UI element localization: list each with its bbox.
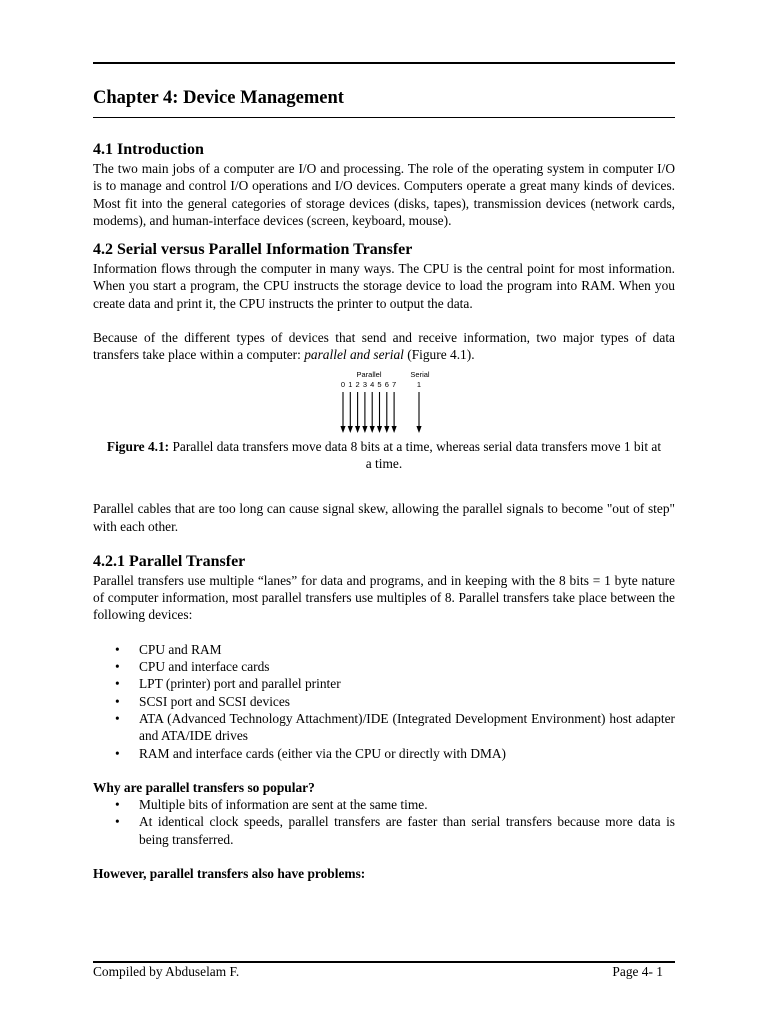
bit-arrow <box>416 392 421 433</box>
section-4-2-para-3: Parallel cables that are too long can cause signal skew, allowing the parallel signals to become "out of step" with each other. <box>93 501 675 534</box>
figure-caption-text: Parallel data transfers move data 8 bits at a time, whereas serial data transfers move 1 bit at a time. <box>169 438 662 471</box>
section-4-2-para-2 <box>93 329 675 364</box>
bit-arrow <box>377 392 382 433</box>
device-list-item-text: RAM and interface cards (either via the CPU or directly with DMA) <box>139 745 507 761</box>
device-list-item <box>93 658 675 675</box>
bit-label: 0 <box>340 379 346 389</box>
why-list-item <box>93 813 675 848</box>
bullet-icon: • <box>115 659 120 675</box>
why-popular-list <box>93 796 675 848</box>
bit-label: 6 <box>384 379 389 389</box>
para-2-emphasis: parallel and serial <box>304 347 404 363</box>
bit-label: 7 <box>392 379 397 389</box>
device-list-item-text: CPU and interface cards <box>139 659 270 675</box>
bit-label: 4 <box>370 379 375 389</box>
device-list-item <box>93 693 675 710</box>
bit-arrow <box>392 392 397 433</box>
device-list-item <box>93 745 675 762</box>
bit-label: 3 <box>362 379 367 389</box>
bullet-icon: • <box>115 693 120 709</box>
why-list-item-text: Multiple bits of information are sent at the same time. <box>139 797 428 813</box>
parallel-device-list <box>93 641 675 762</box>
why-popular-question: Why are parallel transfers so popular? <box>93 779 315 795</box>
document-page <box>93 0 675 1024</box>
parallel-serial-diagram <box>93 364 675 434</box>
footer-author: Compiled by Abduselam F. <box>93 964 240 979</box>
bullet-icon: • <box>115 676 120 692</box>
section-4-1-heading: 4.1 Introduction <box>93 141 204 158</box>
header-rule <box>93 62 675 64</box>
bullet-icon: • <box>115 797 120 813</box>
footer-page-number: Page 4- 1 <box>612 964 663 979</box>
section-4-2-para-1: Information flows through the computer in many ways. The CPU is the central point for most information. When you start a program, the CPU instructs the storage device to load the program into RAM. When you create data and print it, the CPU instructs the printer to output the data. <box>93 261 675 311</box>
device-list-item <box>93 641 675 658</box>
figure-4-1 <box>93 364 675 434</box>
parallel-label: Parallel <box>356 369 382 379</box>
bit-arrow <box>340 392 345 433</box>
problems-heading: However, parallel transfers also have problems: <box>93 866 366 882</box>
bit-label: 5 <box>377 379 382 389</box>
bit-arrows <box>340 392 421 433</box>
page-content <box>93 140 675 882</box>
bit-arrow <box>362 392 367 433</box>
bit-arrow <box>370 392 375 433</box>
bit-arrow <box>384 392 389 433</box>
title-rule <box>93 117 675 118</box>
para-2-tail: (Figure 4.1). <box>403 347 475 363</box>
section-4-2-1-heading: 4.2.1 Parallel Transfer <box>93 552 246 570</box>
bullet-icon: • <box>115 814 120 830</box>
device-list-item-text: CPU and RAM <box>139 641 222 657</box>
bullet-icon: • <box>115 745 120 761</box>
para-2-lead: Because of the different types of devices that send and receive information, two major types of data transfers take place within a computer: <box>93 330 675 363</box>
device-list-item <box>93 675 675 692</box>
serial-label: Serial <box>410 369 430 379</box>
bullet-icon: • <box>115 641 120 657</box>
bit-labels <box>341 380 421 389</box>
bit-label: 2 <box>355 379 360 389</box>
bit-label: 1 <box>348 379 353 389</box>
device-list-item-text: SCSI port and SCSI devices <box>139 693 291 709</box>
why-list-item <box>93 796 675 813</box>
bullet-icon: • <box>115 710 120 726</box>
device-list-item-text: ATA (Advanced Technology Attachment)/IDE (Integrated Development Environment) host adapter and ATA/IDE drives <box>139 710 675 744</box>
section-4-2-1-body: Parallel transfers use multiple “lanes” for data and programs, and in keeping with the 8 bits = 1 byte nature of computer information, most parallel transfers use multiples of 8. Parallel transfers take place between the following devices: <box>93 572 675 623</box>
device-list-item <box>93 710 675 745</box>
bit-arrow <box>348 392 353 433</box>
bit-label: 1 <box>416 379 422 389</box>
section-4-1-body: The two main jobs of a computer are I/O and processing. The role of the operating system in computer I/O is to manage and control I/O operations and I/O devices. Computers operate a great many kinds of devices. Most fit into the general categories of storage devices (disks, tapes), transmission devices (network cards, modems), and human-interface devices (screen, keyboard, mouse). <box>93 161 675 228</box>
section-4-2-heading: 4.2 Serial versus Parallel Information Transfer <box>93 241 413 259</box>
footer-rule <box>93 961 675 963</box>
figure-caption <box>93 438 675 473</box>
why-list-item-text: At identical clock speeds, parallel transfers are faster than serial transfers because more data is being transferred. <box>139 814 675 847</box>
figure-caption-label: Figure 4.1: <box>106 438 170 454</box>
bit-arrow <box>355 392 360 433</box>
chapter-title: Chapter 4: Device Management <box>93 88 344 108</box>
device-list-item-text: LPT (printer) port and parallel printer <box>139 676 341 692</box>
